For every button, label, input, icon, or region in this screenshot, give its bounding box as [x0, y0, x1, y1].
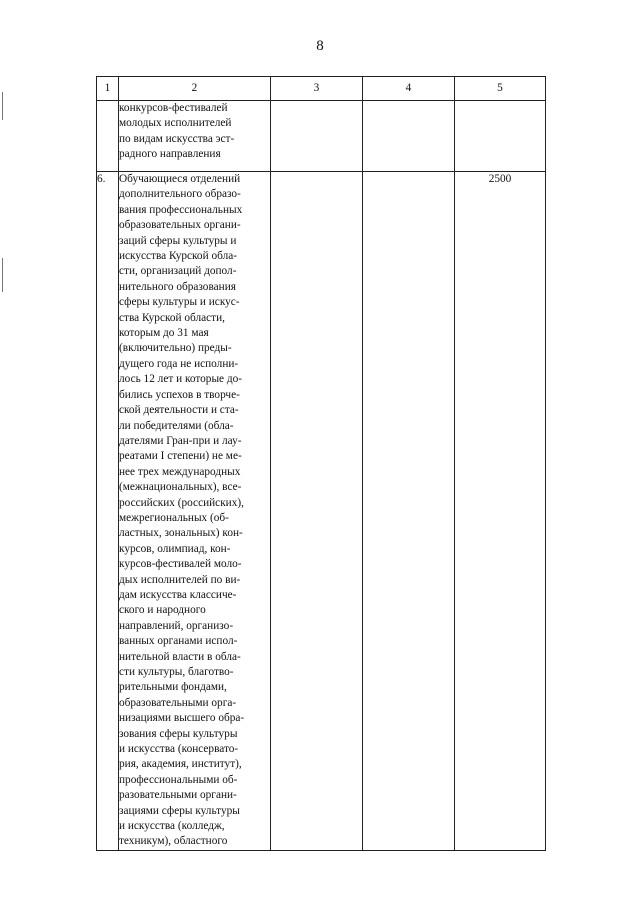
column-header: 3	[271, 77, 363, 101]
table-row	[97, 101, 546, 172]
column-header: 2	[119, 77, 271, 101]
row-col3	[271, 172, 363, 851]
margin-mark	[2, 258, 3, 292]
margin-mark	[2, 92, 3, 120]
row-number: 6.	[97, 172, 119, 851]
page-number: 8	[316, 38, 324, 54]
row-col3	[271, 101, 363, 172]
header-row	[97, 77, 546, 101]
table-row	[97, 172, 546, 851]
row-amount	[455, 101, 546, 172]
column-header: 4	[363, 77, 455, 101]
row-amount: 2500	[455, 172, 546, 851]
benefits-table	[96, 76, 546, 851]
row-description: конкурсов-фестивалей молодых исполнителей по видам искусства эст- радного направления	[119, 101, 271, 172]
column-header: 5	[455, 77, 546, 101]
row-col4	[363, 172, 455, 851]
row-description: Обучающиеся отделений дополнительного образо- вания профессиональных образовательных органи- заций сферы культуры и искусства Курской обла- сти, организаций допол- нительного образования сферы культуры и искус- ства Курской области, которым до 31 мая (включительно) преды- дущего года не исполни- лось 12 лет и которые до- бились успехов в творче- ской деятельности и ста- ли победителями (обла- дателями Гран-при и лау- реатами I степени) не ме- нее трех международных (межнациональных), все- российских (российских), межрегиональных (об- ластных, зональных) кон- курсов, олимпиад, кон- курсов-фестивалей моло- дых исполнителей по ви- дам искусства классиче- ского и народного направлений, организо- ванных органами испол- нительной власти в обла- сти культуры, благотво- рительными фондами, образовательными орга- низациями высшего обра- зования сферы культуры и искусства (консервато- рия, академия, институт), профессиональными об- разовательными органи- зациями сферы культуры и искусства (колледж, техникум), областного	[119, 172, 271, 851]
row-col4	[363, 101, 455, 172]
row-number	[97, 101, 119, 172]
column-header: 1	[97, 77, 119, 101]
